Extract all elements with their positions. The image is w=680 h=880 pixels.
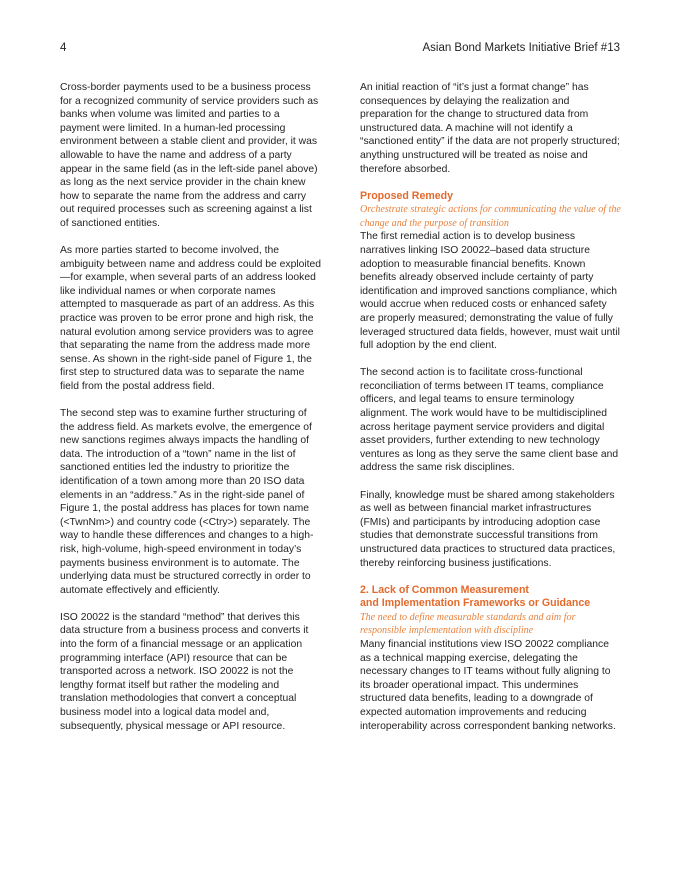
body-paragraph: An initial reaction of “it’s just a format change” has consequences by delaying the realization and preparation for the change to structured data from unstructured data. A machine will not identify a “sanctioned entity” if the data are not properly structured; anything unstructured will be treated as noise and therefore absorbed. (360, 82, 620, 175)
body-paragraph: Cross-border payments used to be a business process for a recognized community of service providers such as banks when volume was limited and parties to a payment were limited. In a human-led processing environment between a stable client and provider, it was allowable to have the name and address of a party appear in the same field (as in the left-side panel above) as long as the next service provider in the chain knew how to separate the name from the address and carry out required processes such as screening against a list of sanctioned entities. (60, 82, 319, 229)
running-title: Asian Bond Markets Initiative Brief #13 (422, 42, 620, 54)
right-column (360, 81, 622, 747)
section-heading-2-line1: 2. Lack of Common Measurement (360, 583, 529, 596)
body-paragraph: As more parties started to become involved, the ambiguity between name and address could be exploited—for example, when several parts of an address looked like individual names or when corporate names attempted to masquerade as part of an address. As this practice was proven to be error prone and high risk, the natural evolution among service providers was to agree that separating the name from the address made more sense. As shown in the right-side panel of Figure 1, the first step to structured data was to separate the name field from the postal address field. (60, 245, 322, 392)
body-paragraph: Many financial institutions view ISO 20022 compliance as a technical mapping exercise, delegating the necessary changes to IT teams without fully aligning to its broader operational impact. This undermines structured data benefits, leading to a downgrade of expected automation improvements and reducing interoperability across correspondent banking networks. (360, 638, 616, 732)
body-paragraph: The second step was to examine further structuring of the address field. As markets evolve, the emergence of new sanctions regimes always impacts the handling of data. The introduction of a “town” name in the list of sanctioned entities led the industry to prioritize the identification of a town among more than 20 ISO data elements in an “address.” As in the right-side panel of Figure 1, the postal address has places for town name (<TwnNm>) and country code (<Ctry>) separately. The way to handle these differences and changes to a high-risk, high-volume, high-speed environment in today’s payments business environment is to automate. The underlying data must be structured correctly in order to automate effectively and efficiently. (60, 408, 314, 596)
page-number: 4 (60, 42, 67, 54)
body-paragraph: The second action is to facilitate cross-functional reconciliation of terms between IT teams, compliance officers, and legal teams to ensure terminology alignment. The work would have to be multidisciplined across heritage payment service providers and digital asset providers, further extending to new technology ventures as long as they serve the same client base and address the same risk disciplines. (360, 367, 619, 474)
body-paragraph: The first remedial action is to develop business narratives linking ISO 20022–based data structure adoption to measurable financial benefits. Known benefits already observed include certainty of party identification and improved sanctions compliance, which would accrue when reduced costs or enhanced safety are properly measured; demonstrating the value of fully leveraged structured data fields, however, must wait until full adoption by the end client. (360, 231, 620, 352)
section-subheading: The need to define measurable standards and aim for responsible implementation with discipline (360, 611, 576, 637)
body-paragraph: Finally, knowledge must be shared among stakeholders as well as between financial market infrastructures (FMIs) and participants by introducing adoption case studies that demonstrate successful transitions from unstructured data practices to structured data practices, thereby reinforcing business justifications. (360, 489, 616, 569)
section-heading-2-line2: and Implementation Frameworks or Guidance (360, 597, 591, 610)
section-heading-proposed-remedy: Proposed Remedy (360, 189, 454, 202)
section-subheading: Orchestrate strategic actions for communicating the value of the change and the purpose of transition (360, 204, 621, 229)
left-column (60, 81, 322, 747)
body-paragraph: ISO 20022 is the standard “method” that derives this data structure from a business process and converts it into the form of a financial message or an application programming interface (API) resource that can be transported across a network. ISO 20022 is not the lengthy format itself but rather the modeling and translation methodologies that convert a conceptual business model into a logical data model and, subsequently, physical message or API resource. (60, 611, 309, 732)
